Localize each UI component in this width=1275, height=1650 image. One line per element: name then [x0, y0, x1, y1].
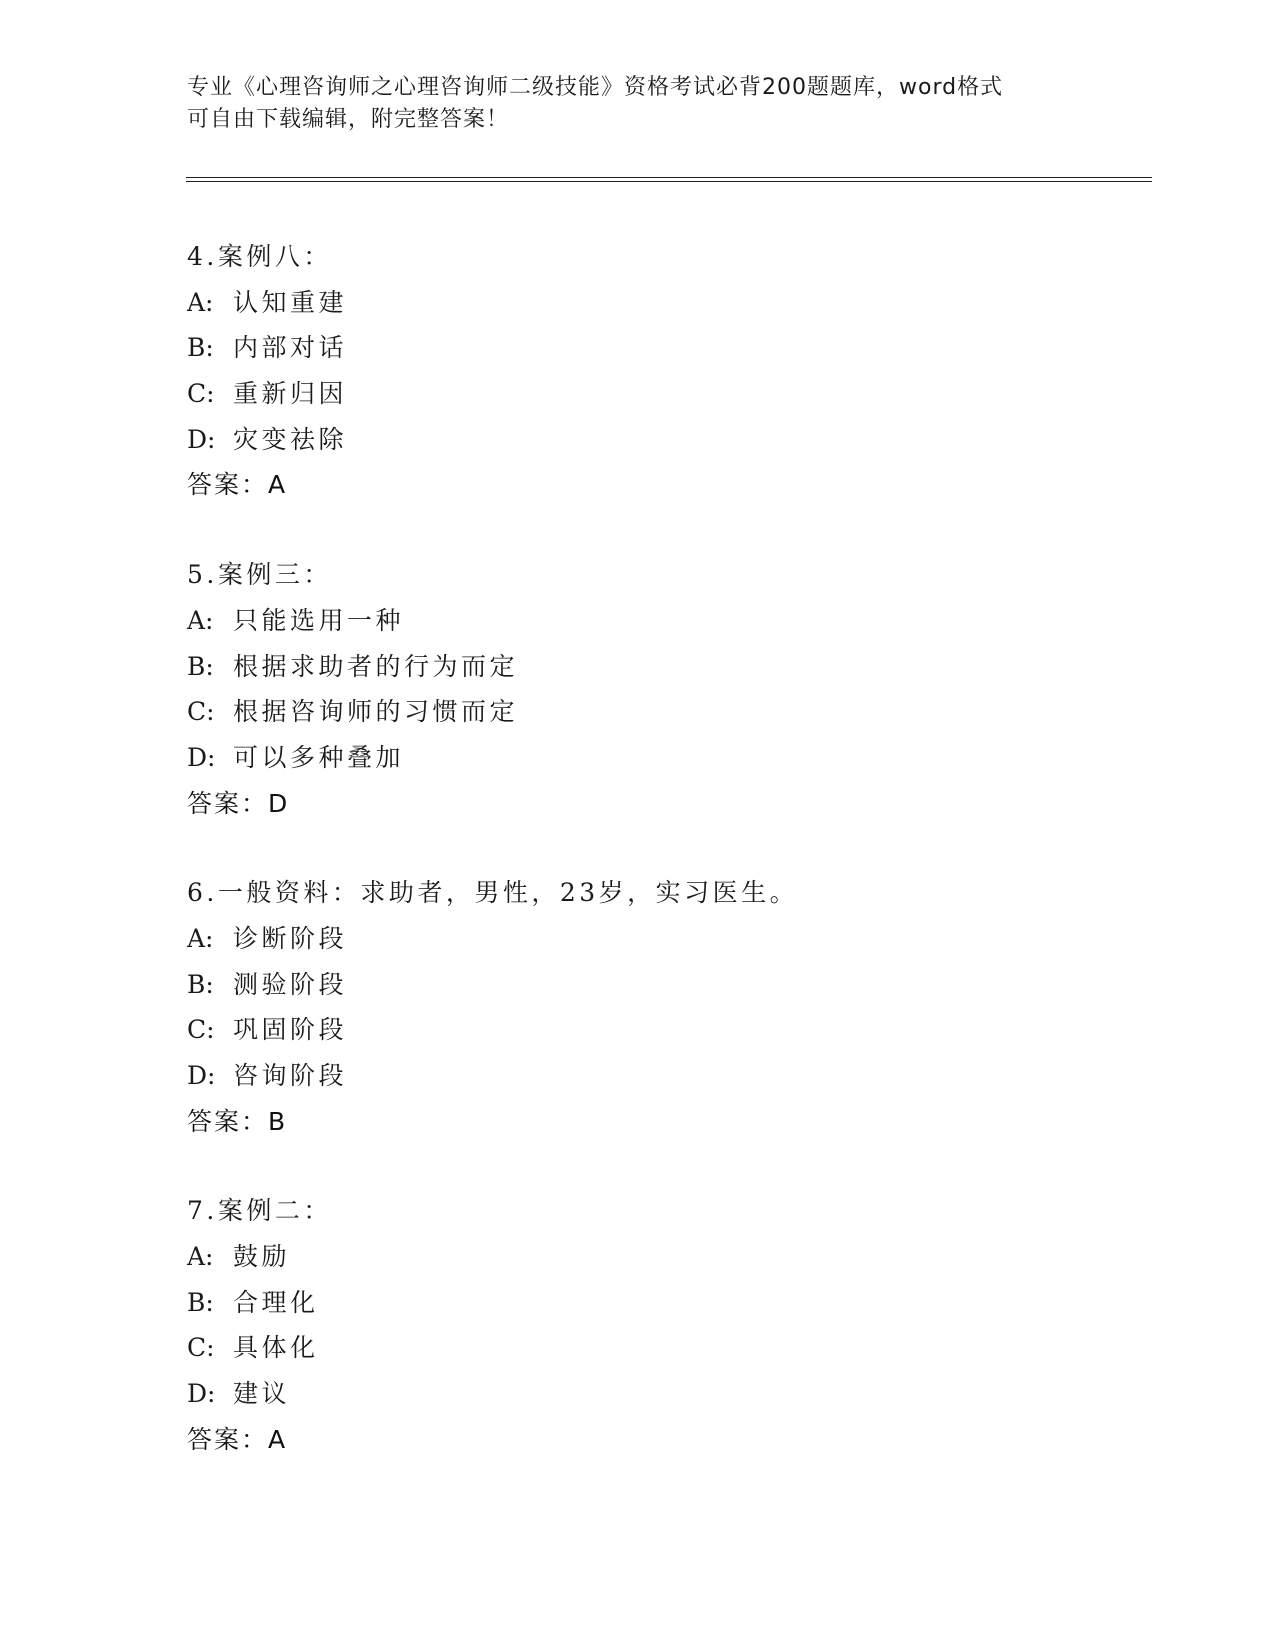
- option-letter: B:: [187, 651, 214, 681]
- option-letter: C:: [187, 697, 215, 727]
- option-text: 认知重建: [233, 287, 348, 317]
- header-double-rule: [186, 177, 1152, 182]
- option-text: 合理化: [233, 1287, 319, 1317]
- option-a: [187, 1234, 1147, 1280]
- option-d: [187, 735, 1147, 781]
- header-line-1: 专业《心理咨询师之心理咨询师二级技能》资格考试必背200题题库，word格式: [187, 75, 1004, 100]
- option-b: [187, 644, 1147, 690]
- header-line-2: 可自由下载编辑，附完整答案！: [187, 107, 510, 132]
- answer-line: 答案：D: [187, 788, 290, 818]
- option-c: [187, 1325, 1147, 1371]
- option-text: 只能选用一种: [233, 605, 405, 635]
- answer-line: 答案：A: [187, 470, 288, 500]
- option-b: [187, 1280, 1147, 1326]
- option-a: [187, 916, 1147, 962]
- option-letter: D:: [187, 1379, 216, 1409]
- option-d: [187, 1371, 1147, 1417]
- page-header: [187, 72, 1087, 136]
- option-text: 测验阶段: [233, 969, 348, 999]
- option-letter: C:: [187, 379, 215, 409]
- option-letter: D:: [187, 1061, 216, 1090]
- option-text: 建议: [233, 1379, 291, 1409]
- question-5: [187, 552, 1147, 826]
- option-text: 可以多种叠加: [233, 742, 405, 772]
- question-6: [187, 870, 1147, 1144]
- option-b: [187, 325, 1147, 371]
- option-c: [187, 1007, 1147, 1053]
- option-b: [187, 962, 1147, 1008]
- answer-line: 答案：A: [187, 1424, 288, 1454]
- option-letter: B:: [187, 969, 214, 999]
- question-list: [187, 234, 1147, 1507]
- question-stem: 7.案例二：: [187, 1196, 332, 1226]
- option-text: 重新归因: [233, 379, 348, 409]
- option-a: [187, 280, 1147, 326]
- option-text: 内部对话: [233, 333, 348, 363]
- option-letter: A:: [187, 287, 214, 317]
- option-text: 根据咨询师的习惯而定: [233, 697, 519, 727]
- option-text: 咨询阶段: [233, 1061, 348, 1090]
- option-c: [187, 371, 1147, 417]
- question-7: [187, 1188, 1147, 1462]
- option-d: [187, 417, 1147, 463]
- option-c: [187, 689, 1147, 735]
- option-letter: D:: [187, 742, 216, 772]
- option-letter: C:: [187, 1015, 215, 1045]
- option-letter: A:: [187, 1242, 214, 1272]
- option-letter: B:: [187, 333, 214, 363]
- answer-line: 答案：B: [187, 1106, 288, 1136]
- option-d: [187, 1053, 1147, 1099]
- question-stem: 5.案例三：: [187, 560, 332, 590]
- option-a: [187, 598, 1147, 644]
- option-text: 巩固阶段: [233, 1015, 348, 1045]
- option-text: 诊断阶段: [233, 923, 348, 953]
- option-letter: A:: [187, 923, 214, 953]
- question-stem: 4.案例八：: [187, 242, 332, 271]
- question-stem: 6.一般资料：求助者，男性，23岁，实习医生。: [187, 878, 799, 908]
- option-letter: A:: [187, 605, 214, 635]
- option-text: 鼓励: [233, 1242, 291, 1272]
- option-letter: B:: [187, 1287, 214, 1317]
- option-text: 灾变祛除: [233, 424, 348, 454]
- option-text: 具体化: [233, 1333, 319, 1363]
- option-text: 根据求助者的行为而定: [233, 651, 519, 681]
- question-4: [187, 234, 1147, 508]
- option-letter: C:: [187, 1333, 215, 1363]
- option-letter: D:: [187, 424, 216, 454]
